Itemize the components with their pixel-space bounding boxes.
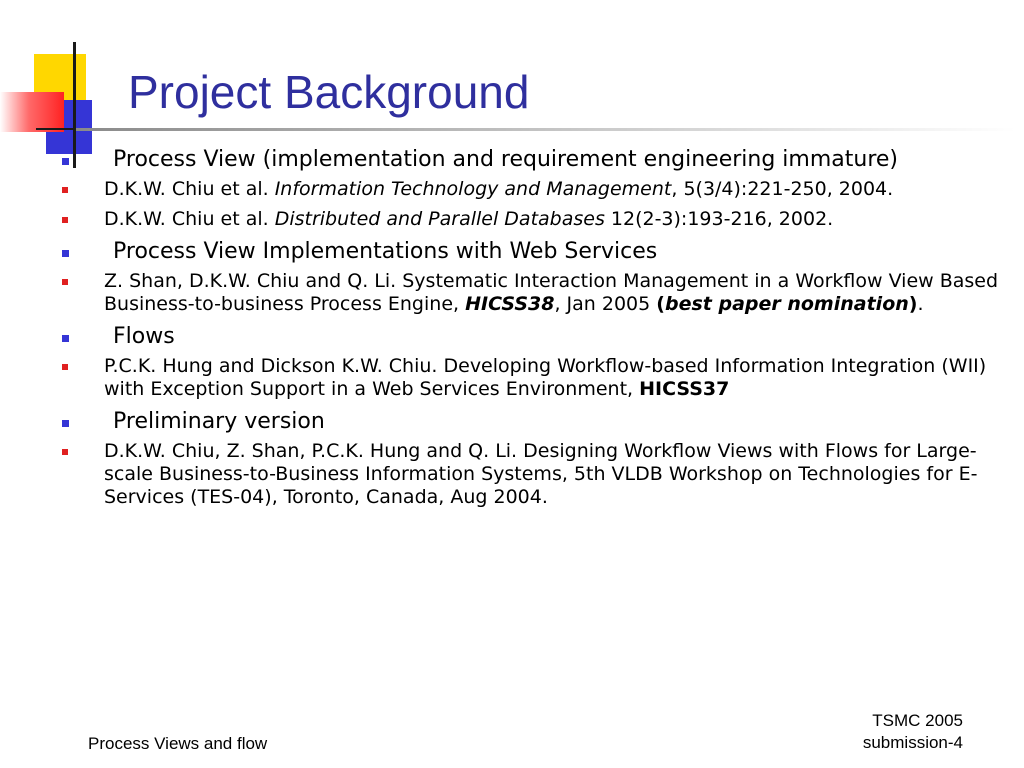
slide-content xyxy=(62,146,1012,516)
small-square-bullet-icon xyxy=(62,187,68,193)
small-square-bullet-icon xyxy=(62,449,68,455)
bullet-item xyxy=(62,323,1012,351)
title-underline-rule xyxy=(76,128,1016,131)
citation-text: Distributed and Parallel Databases xyxy=(274,208,605,230)
square-bullet-icon xyxy=(62,335,69,342)
bullet-text: Process View Implementations with Web Services xyxy=(113,239,658,264)
footer-right-line1: TSMC 2005 xyxy=(872,711,963,730)
citation-text: D.K.W. Chiu, Z. Shan, P.C.K. Hung and Q. Li. Designing Workflow Views with Flows for Large-scale Business-to-Business Information Systems, 5th VLDB Workshop on Technologies for E-Services (TES-04), Toronto, Canada, Aug 2004. xyxy=(104,440,978,508)
small-square-bullet-icon xyxy=(62,364,68,370)
citation-text: best paper nomination xyxy=(664,293,909,315)
sub-bullet-item xyxy=(62,355,1012,401)
bullet-text: Preliminary version xyxy=(113,409,325,434)
sub-bullet-item xyxy=(62,440,1012,509)
citation-text: . xyxy=(917,293,924,315)
citation-text: P.C.K. Hung and Dickson K.W. Chiu. Developing Workflow-based Information Integration (WII) with Exception Support in a Web Services Environment, xyxy=(104,355,987,400)
sub-bullet-item xyxy=(62,208,1012,231)
square-bullet-icon xyxy=(62,420,69,427)
square-bullet-icon xyxy=(62,250,69,257)
footer-right-text xyxy=(780,710,963,754)
bullet-text: Flows xyxy=(113,324,175,349)
citation-text: , 5(3/4):221-250, 2004. xyxy=(671,178,894,200)
bullet-item xyxy=(62,408,1012,436)
page-title: Project Background xyxy=(128,66,530,118)
footer-right-line2: submission-4 xyxy=(862,733,963,752)
square-bullet-icon xyxy=(62,158,69,165)
citation-text: HICSS37 xyxy=(639,378,730,400)
bullet-item xyxy=(62,146,1012,174)
citation-text: Z. Shan, D.K.W. Chiu and Q. Li. Systematic Interaction Management in a Workflow View Based Business-to-business Process Engine, xyxy=(104,270,999,315)
decor-red-gradient-bar xyxy=(0,92,64,132)
bullet-item xyxy=(62,238,1012,266)
bullet-text: Process View (implementation and requirement engineering immature) xyxy=(113,147,898,172)
small-square-bullet-icon xyxy=(62,217,68,223)
small-square-bullet-icon xyxy=(62,279,68,285)
citation-text: ) xyxy=(908,293,918,315)
footer-left-text: Process Views and flow xyxy=(88,734,268,753)
sub-bullet-item xyxy=(62,178,1012,201)
citation-text: HICSS38 xyxy=(465,293,555,315)
citation-text: , Jan 2005 xyxy=(554,293,657,315)
citation-text: Information Technology and Management xyxy=(274,178,672,200)
citation-text: D.K.W. Chiu et al. xyxy=(104,208,275,230)
citation-text: 12(2-3):193-216, 2002. xyxy=(604,208,834,230)
citation-text: D.K.W. Chiu et al. xyxy=(104,178,275,200)
sub-bullet-item xyxy=(62,270,1012,316)
citation-text: ( xyxy=(656,293,665,315)
